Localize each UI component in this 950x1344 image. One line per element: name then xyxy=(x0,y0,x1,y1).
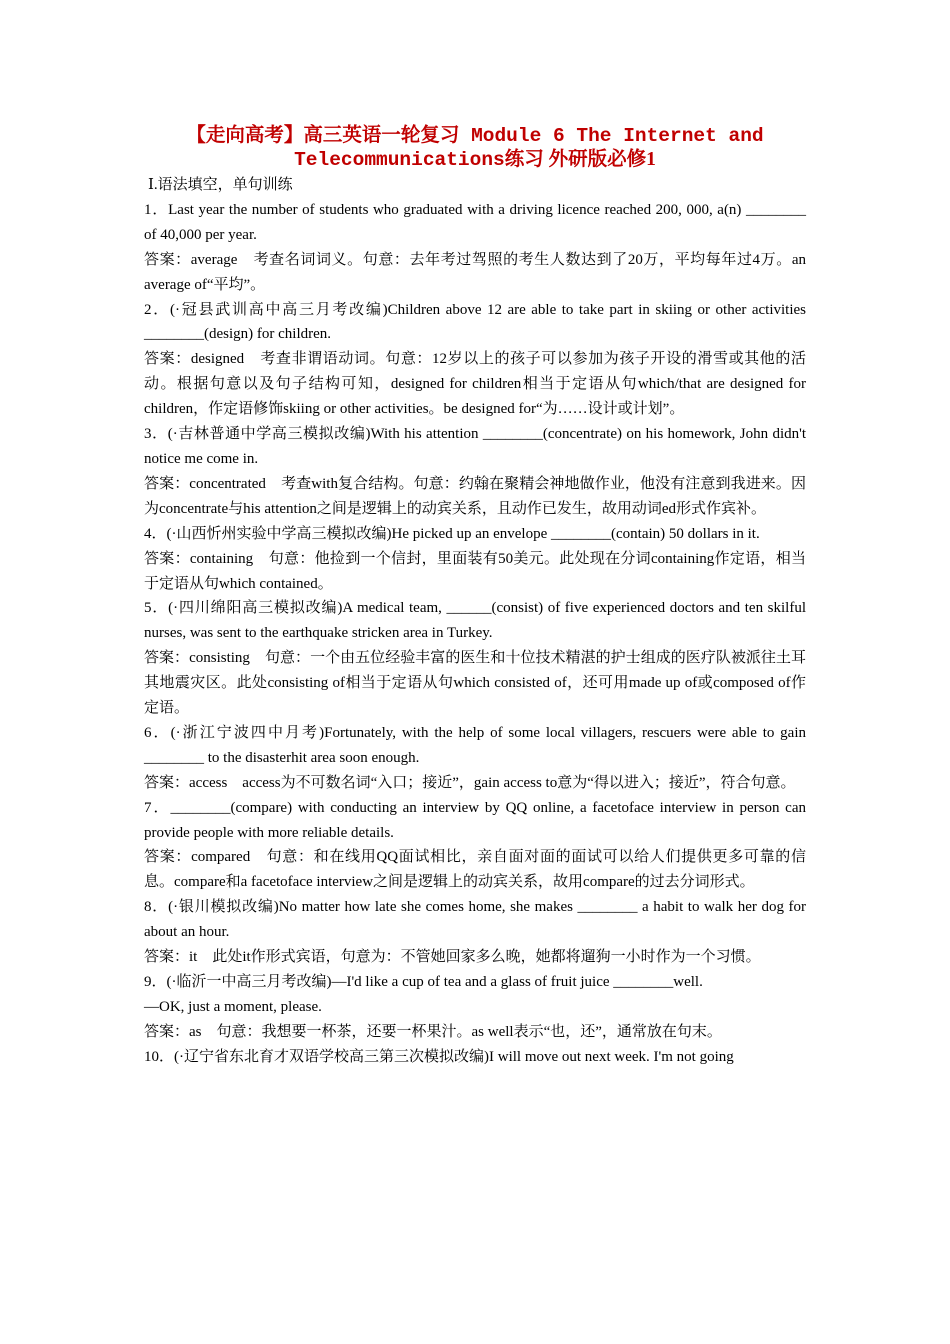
question-8: 8．(·银川模拟改编)No matter how late she comes home, she makes ________ a habit to walk her dog for about an hour. xyxy=(144,899,806,941)
section-heading: Ⅰ.语法填空，单句训练 xyxy=(148,177,293,193)
document-page xyxy=(144,124,806,1070)
question-10: 10．(·辽宁省东北育才双语学校高三第三次模拟改编)I will move out next week. I'm not going xyxy=(144,1048,734,1065)
question-9: 9．(·临沂一中高三月考改编)—I'd like a cup of tea and a glass of fruit juice ________well. xyxy=(144,974,703,990)
answer-7: 答案：compared 句意：和在线用QQ面试相比，亲自面对面的面试可以给人们提供更多可靠的信息。compare和a facetoface interview之间是逻辑上的动宾关系，故用compare的过去分词形式。 xyxy=(144,849,806,891)
question-3: 3．(·吉林普通中学高三模拟改编)With his attention ________(concentrate) on his homework, John didn't notice me come in. xyxy=(144,426,806,467)
question-1: 1．Last year the number of students who graduated with a driving licence reached 200, 000, a(n) ________ of 40,000 per year. xyxy=(144,201,806,243)
answer-3: 答案：concentrated 考查with复合结构。句意：约翰在聚精会神地做作业，他没有注意到我进来。因为concentrate与his attention之间是逻辑上的动宾关系，且动作已发生，故用动词ed形式作宾补。 xyxy=(144,475,806,517)
question-4: 4．(·山西忻州实验中学高三模拟改编)He picked up an envelope ________(contain) 50 dollars in it. xyxy=(144,525,760,542)
question-5: 5．(·四川绵阳高三模拟改编)A medical team, ______(consist) of five experienced doctors and ten skilful nurses, was sent to the earthquake stricken area in Turkey. xyxy=(144,600,806,642)
answer-1: 答案：average 考查名词词义。句意：去年考过驾照的考生人数达到了20万，平均每年过4万。an average of“平均”。 xyxy=(144,251,806,293)
question-6: 6．(·浙江宁波四中月考)Fortunately, with the help of some local villagers, rescuers were able to gain ________ to the disasterhit area soon enough. xyxy=(144,724,806,766)
question-9-reply: —OK, just a moment, please. xyxy=(144,998,322,1015)
question-2: 2．(·冠县武训高中高三月考改编)Children above 12 are able to take part in skiing or other activities ________(design) for children. xyxy=(144,301,806,343)
answer-8: 答案：it 此处it作形式宾语，句意为：不管她回家多么晚，她都将遛狗一小时作为一个习惯。 xyxy=(144,949,761,966)
answer-9: 答案：as 句意：我想要一杯茶，还要一杯果汁。as well表示“也，还”，通常放在句末。 xyxy=(144,1023,722,1040)
title-tail-part: 练习 外研版必修1 xyxy=(504,149,656,170)
title-module-part: Module 6 The Internet and Telecommunications xyxy=(294,125,764,171)
answer-5: 答案：consisting 句意：一个由五位经验丰富的医生和十位技术精湛的护士组成的医疗队被派往土耳其地震灾区。此处consisting of相当于定语从句which consisted of，还可用made up of或composed of作定语。 xyxy=(144,650,806,717)
answer-2: 答案：designed 考查非谓语动词。句意：12岁以上的孩子可以参加为孩子开设的滑雪或其他的活动。根据句意以及句子结构可知，designed for children相当于定语从句which/that are designed for children，作定语修饰skiing or other activities。be designed for“为……设计或计划”。 xyxy=(144,351,806,418)
answer-6: 答案：access access为不可数名词“入口；接近”，gain access to意为“得以进入；接近”，符合句意。 xyxy=(144,774,796,791)
answer-4: 答案：containing 句意：他捡到一个信封，里面装有50美元。此处现在分词containing作定语，相当于定语从句which contained。 xyxy=(144,550,806,592)
document-title xyxy=(144,124,806,172)
question-7: 7．________(compare) with conducting an interview by QQ online, a facetoface interview in person can provide people with more reliable details. xyxy=(144,799,806,841)
title-bracket-part: 【走向高考】高三英语一轮复习 xyxy=(186,125,460,146)
